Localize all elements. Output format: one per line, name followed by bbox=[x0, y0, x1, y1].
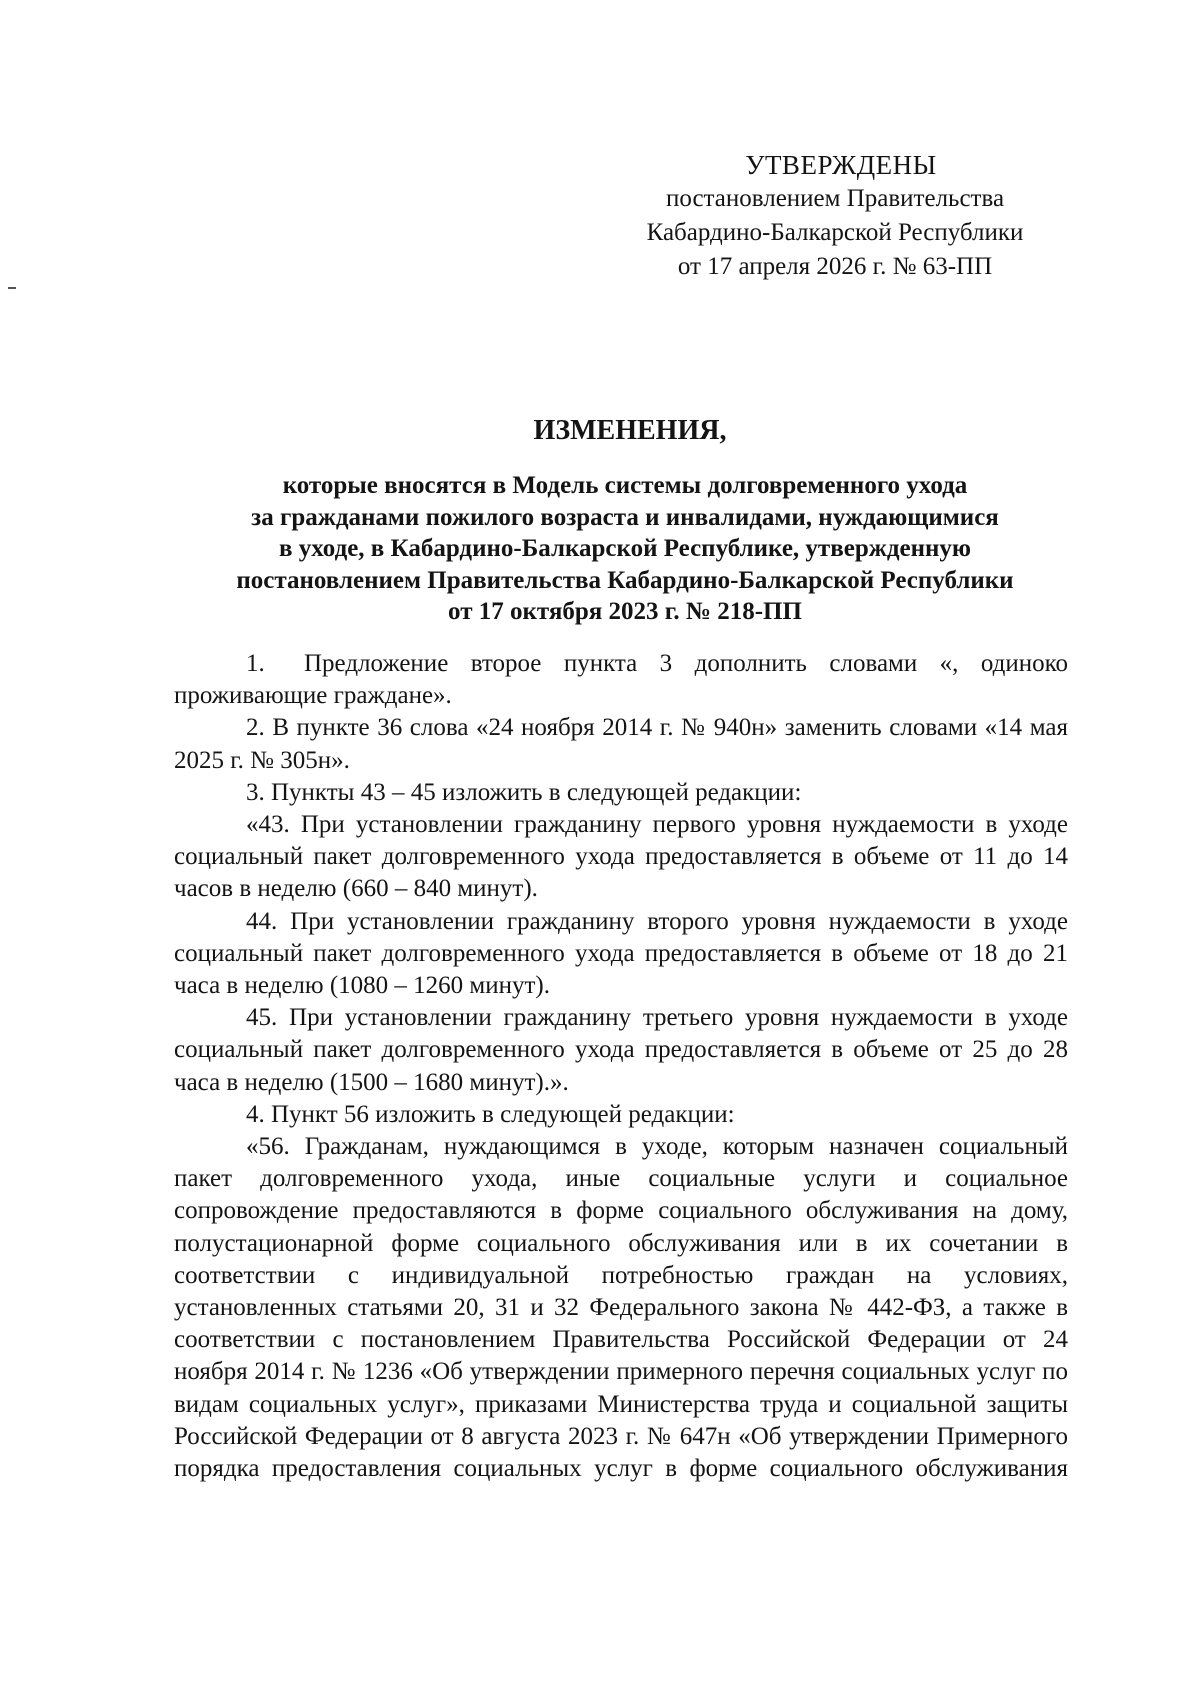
document-subtitle-line: за гражданами пожилого возраста и инвалидами, нуждающимися bbox=[251, 503, 999, 531]
approval-title: УТВЕРЖДЕНЫ bbox=[745, 150, 937, 180]
document-heading bbox=[160, 413, 1090, 628]
document-title: ИЗМЕНЕНИЯ, bbox=[533, 415, 727, 446]
paragraph-point-43: «43. При установлении гражданину первого уровня нуждаемости в уходе социальный пакет долговременного ухода предоставляется в объеме от 11 до 14 часов в неделю (660 – 840 минут). bbox=[174, 811, 1068, 903]
document-subtitle-line: от 17 октября 2023 г. № 218-ПП bbox=[448, 598, 802, 625]
paragraph-point-56: «56. Гражданам, нуждающимся в уходе, которым назначен социальный пакет долговременного ухода, иные социальные услуги и социальное сопровождение предоставляются в форме социального обслуживания на дому, полустационарной форме социального обслуживания или в их сочетании в соответствии с индивидуальной потребностью граждан на условиях, установленных статьями 20, 31 и 32 Федерального закона № 442-ФЗ, а также в соответствии с постановлением Правительства Российской Федерации от 24 ноября 2014 г. № 1236 «Об утверждении примерного перечня социальных услуг по видам социальных услуг», приказами Министерства труда и социальной защиты Российской Федерации от 8 августа 2023 г. № 647н «Об утверждении Примерного порядка предоставления социальных услуг в форме социального обслуживания bbox=[174, 1133, 1068, 1483]
item-number: 1. bbox=[246, 650, 265, 677]
paragraph-point-45: 45. При установлении гражданину третьего уровня нуждаемости в уходе социальный пакет долговременного ухода предоставляется в объеме от 25 до 28 часа в неделю (1500 – 1680 минут).». bbox=[174, 1004, 1068, 1096]
document-body bbox=[174, 648, 1068, 1485]
paragraph-item-2: 2. В пункте 36 слова «24 ноября 2014 г. № 940н» заменить словами «14 мая 2025 г. № 305н». bbox=[174, 714, 1068, 774]
approval-line: Кабардино-Балкарской Республики bbox=[646, 219, 1024, 246]
approval-block bbox=[600, 148, 1070, 284]
document-subtitle-line: постановлением Правительства Кабардино-Балкарской Республики bbox=[236, 566, 1014, 594]
scan-margin-mark bbox=[8, 287, 16, 289]
approval-line: постановлением Правительства bbox=[665, 185, 1005, 212]
document-subtitle-line: которые вносятся в Модель системы долговременного ухода bbox=[282, 472, 968, 499]
document-subtitle-line: в уходе, в Кабардино-Балкарской Республике, утвержденную bbox=[278, 535, 972, 562]
paragraph-item-4: 4. Пункт 56 изложить в следующей редакции: bbox=[246, 1100, 735, 1128]
item-text: Предложение второе пункта 3 дополнить словами «, одиноко проживающие граждане». bbox=[174, 650, 1068, 710]
approval-line: от 17 апреля 2026 г. № 63-ПП bbox=[677, 253, 993, 280]
paragraph-item-3: 3. Пункты 43 – 45 изложить в следующей редакции: bbox=[246, 778, 802, 806]
paragraph-item-1 bbox=[174, 648, 1068, 712]
paragraph-point-44: 44. При установлении гражданину второго уровня нуждаемости в уходе социальный пакет долговременного ухода предоставляется в объеме от 18 до 21 часа в неделю (1080 – 1260 минут). bbox=[174, 907, 1068, 1000]
